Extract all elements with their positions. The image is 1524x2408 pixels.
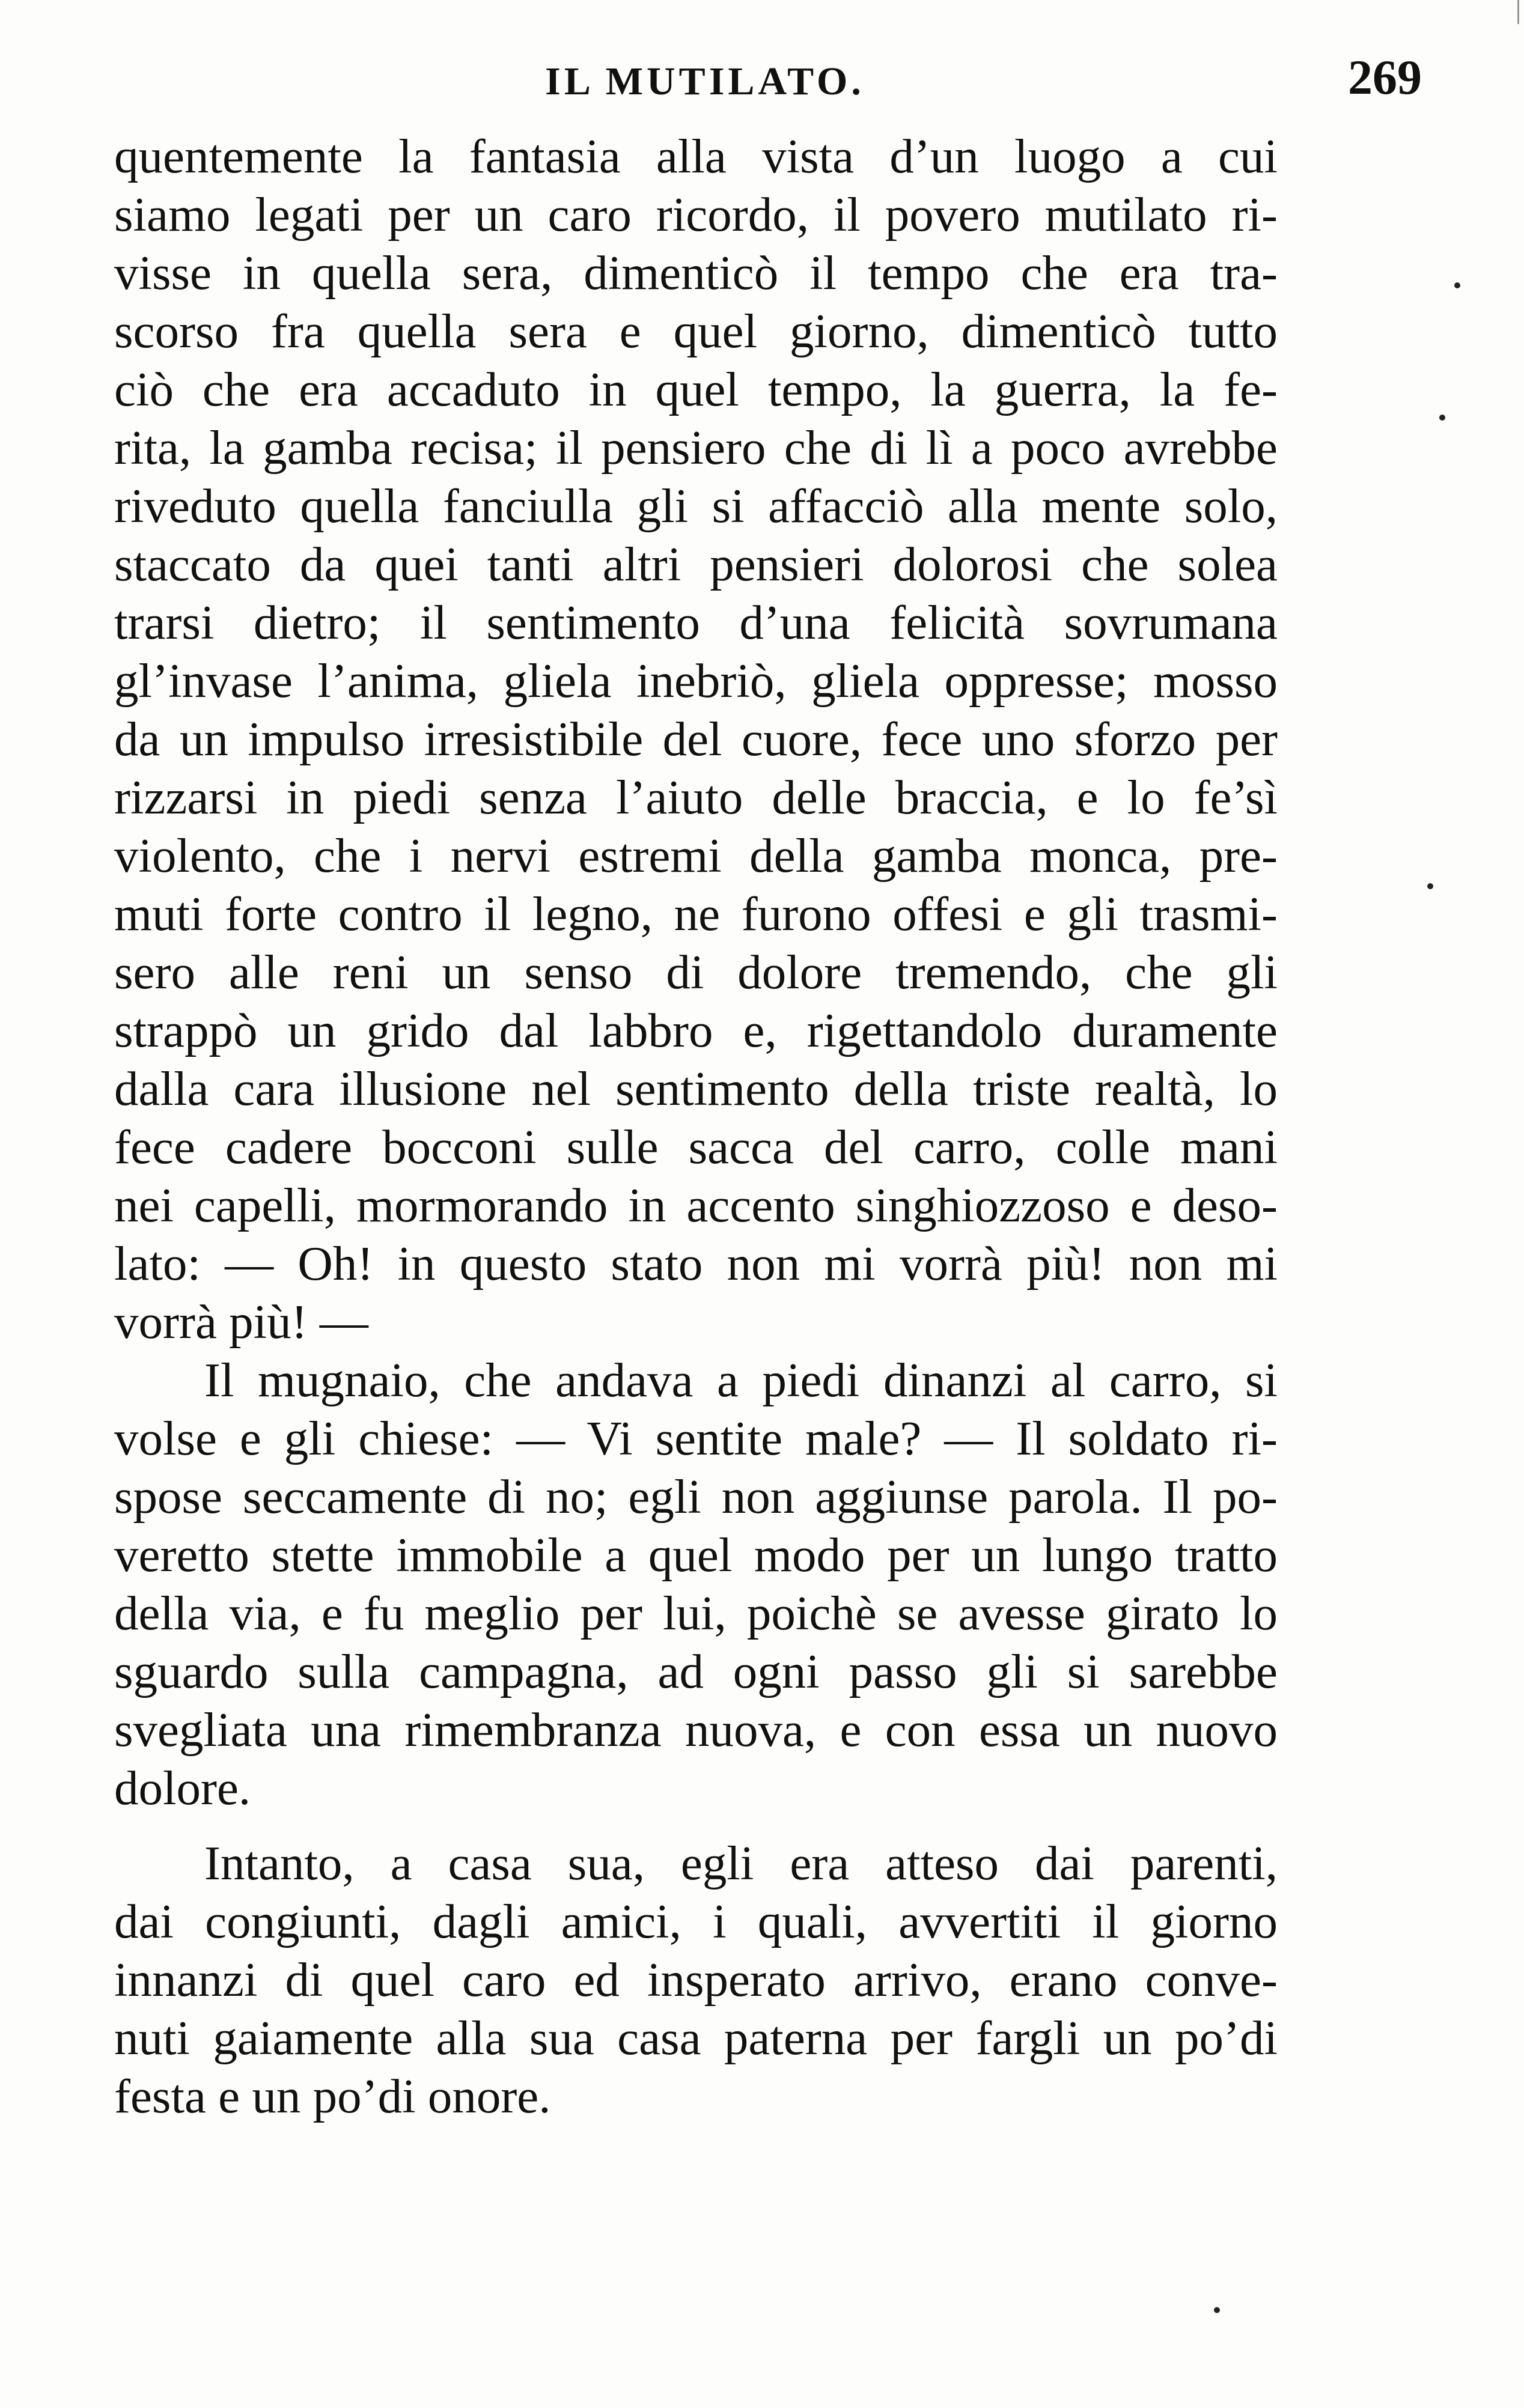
- text-line: Il mugnaio, che andava a piedi dinanzi al carro, si: [204, 1353, 1278, 1407]
- text-line: Intanto, a casa sua, egli era atteso dai parenti,: [204, 1836, 1278, 1890]
- text-line: visse in quella sera, dimenticò il tempo che era tra-: [114, 246, 1278, 300]
- paragraph-gap: [114, 1817, 1278, 1834]
- text-line: volse e gli chiese: — Vi sentite male? — Il soldato ri-: [114, 1411, 1278, 1465]
- text-line: fece cadere bocconi sulle sacca del carro, colle mani: [114, 1120, 1278, 1174]
- text-line: nuti gaiamente alla sua casa paterna per fargli un po’di: [114, 2011, 1278, 2065]
- text-line: rizzarsi in piedi senza l’aiuto delle braccia, e lo fe’sì: [114, 770, 1278, 824]
- text-line: sero alle reni un senso di dolore tremendo, che gli: [114, 945, 1278, 999]
- text-line: innanzi di quel caro ed insperato arrivo, erano conve-: [114, 1953, 1278, 2007]
- running-head: [114, 42, 1422, 126]
- text-line: siamo legati per un caro ricordo, il povero mutilato ri-: [114, 187, 1278, 242]
- text-line: violento, che i nervi estremi della gamba monca, pre-: [114, 829, 1278, 883]
- text-line: strappò un grido dal labbro e, rigettandolo duramente: [114, 1003, 1278, 1057]
- text-line: dolore.: [114, 1761, 251, 1815]
- ink-speck: [1454, 282, 1460, 288]
- text-line: veretto stette immobile a quel modo per un lungo tratto: [114, 1528, 1278, 1582]
- text-line: vorrà più! —: [114, 1295, 368, 1349]
- paragraph-2: [114, 1351, 1278, 1817]
- paragraph-3: [114, 1834, 1278, 2126]
- text-line: staccato da quei tanti altri pensieri dolorosi che solea: [114, 537, 1278, 591]
- text-line: gl’invase l’anima, gliela inebriò, gliela oppresse; mosso: [114, 654, 1278, 708]
- text-line: lato: — Oh! in questo stato non mi vorrà più! non mi: [114, 1236, 1278, 1291]
- running-title: IL MUTILATO.: [545, 59, 865, 103]
- text-line: festa e un po’di onore.: [114, 2069, 551, 2123]
- ink-speck: [1439, 415, 1445, 421]
- text-line: ciò che era accaduto in quel tempo, la guerra, la fe-: [114, 362, 1278, 416]
- text-line: nei capelli, mormorando in accento singhiozzoso e deso-: [114, 1178, 1278, 1232]
- paragraph-1: [114, 127, 1278, 1351]
- ink-speck: [1427, 883, 1433, 889]
- page-number: 269: [1348, 50, 1422, 105]
- text-line: rita, la gamba recisa; il pensiero che di lì a poco avrebbe: [114, 421, 1278, 475]
- text-line: sguardo sulla campagna, ad ogni passo gli si sarebbe: [114, 1644, 1278, 1698]
- page-edge-mark: [1517, 0, 1519, 24]
- text-line: dai congiunti, dagli amici, i quali, avvertiti il giorno: [114, 1894, 1278, 1948]
- text-line: muti forte contro il legno, ne furono offesi e gli trasmi-: [114, 887, 1278, 941]
- text-line: riveduto quella fanciulla gli si affacciò alla mente solo,: [114, 479, 1278, 533]
- text-line: dalla cara illusione nel sentimento della triste realtà, lo: [114, 1062, 1278, 1116]
- text-line: quentemente la fantasia alla vista d’un luogo a cui: [114, 129, 1278, 183]
- text-line: svegliata una rimembranza nuova, e con essa un nuovo: [114, 1703, 1278, 1757]
- text-line: da un impulso irresistibile del cuore, fece uno sforzo per: [114, 712, 1278, 766]
- text-line: scorso fra quella sera e quel giorno, dimenticò tutto: [114, 304, 1278, 358]
- text-line: trarsi dietro; il sentimento d’una felicità sovrumana: [114, 595, 1278, 649]
- text-line: della via, e fu meglio per lui, poichè se avesse girato lo: [114, 1586, 1278, 1640]
- text-line: spose seccamente di no; egli non aggiunse parola. Il po-: [114, 1470, 1278, 1524]
- body-text: [114, 127, 1278, 2126]
- ink-speck: [1214, 2307, 1220, 2313]
